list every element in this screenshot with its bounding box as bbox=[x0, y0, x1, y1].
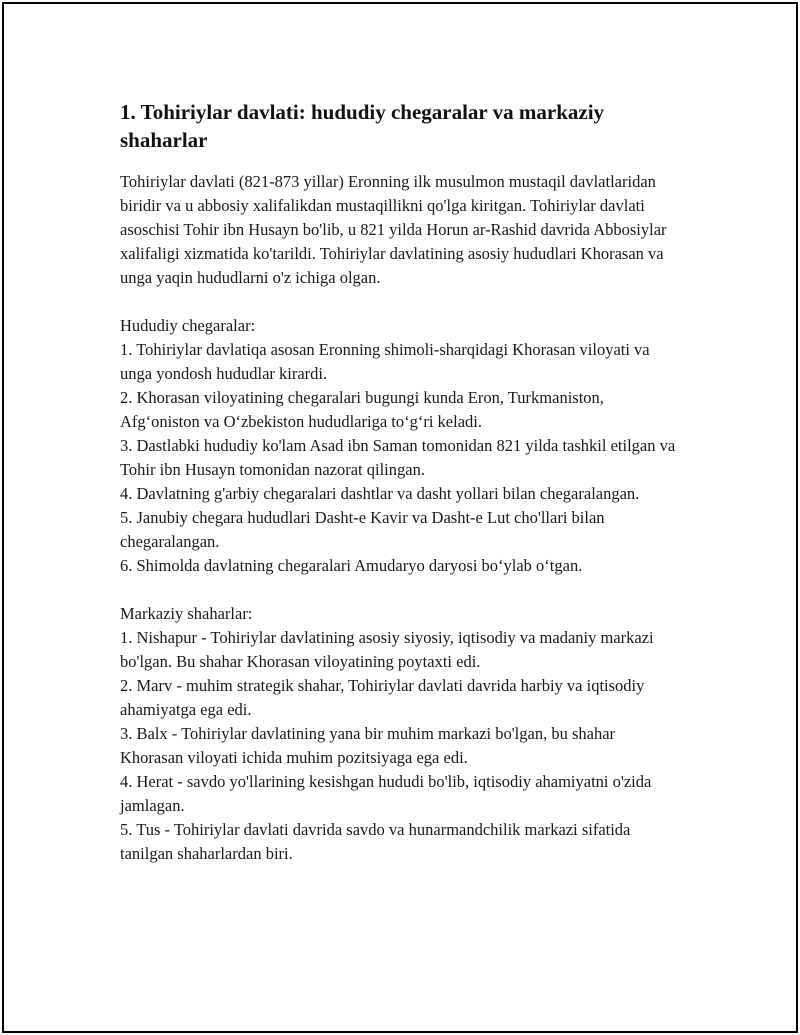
list-item: 2. Khorasan viloyatining chegaralari bugungi kunda Eron, Turkmaniston, Afg‘oniston va O‘zbekiston hududlariga to‘g‘ri keladi. bbox=[120, 388, 604, 431]
list-item: 3. Dastlabki hududiy ko'lam Asad ibn Saman tomonidan 821 yilda tashkil etilgan va Tohir ibn Husayn tomonidan nazorat qilingan. bbox=[120, 436, 676, 479]
borders-heading: Hududiy chegaralar: bbox=[120, 316, 256, 335]
cities-section bbox=[120, 602, 680, 866]
document-title: 1. Tohiriylar davlati: hududiy chegaralar va markaziy shaharlar bbox=[120, 100, 605, 152]
list-item: 1. Tohiriylar davlatiqa asosan Eronning shimoli-sharqidagi Khorasan viloyati va unga yondosh hududlar kirardi. bbox=[120, 340, 650, 383]
list-item: 4. Herat - savdo yo'llarining kesishgan hududi bo'lib, iqtisodiy ahamiyatni o'zida jamlagan. bbox=[120, 772, 652, 815]
borders-section bbox=[120, 314, 680, 578]
section-spacer bbox=[120, 290, 680, 314]
page-frame bbox=[2, 2, 798, 1033]
list-item: 5. Janubiy chegara hududlari Dasht-e Kavir va Dasht-e Lut cho'llari bilan chegaralangan. bbox=[120, 508, 605, 551]
list-item: 6. Shimolda davlatning chegaralari Amudaryo daryosi bo‘ylab o‘tgan. bbox=[120, 556, 583, 575]
list-item: 5. Tus - Tohiriylar davlati davrida savdo va hunarmandchilik markazi sifatida tanilgan shaharlardan biri. bbox=[120, 820, 631, 863]
list-item: 3. Balx - Tohiriylar davlatining yana bir muhim markazi bo'lgan, bu shahar Khorasan viloyati ichida muhim pozitsiyaga ega edi. bbox=[120, 724, 616, 767]
intro-paragraph: Tohiriylar davlati (821-873 yillar) Eronning ilk musulmon mustaqil davlatlaridan biridir va u abbosiy xalifalikdan mustaqillikni qo'lga kiritgan. Tohiriylar davlati asoschisi Tohir ibn Husayn bo'lib, u 821 yilda Horun ar-Rashid davrida Abbosiylar xalifaligi xizmatida ko'tarildi. Tohiriylar davlatining asosiy hududlari Khorasan va unga yaqin hududlarni o'z ichiga olgan. bbox=[120, 172, 667, 287]
section-spacer bbox=[120, 578, 680, 602]
list-item: 1. Nishapur - Tohiriylar davlatining asosiy siyosiy, iqtisodiy va madaniy markazi bo'lgan. Bu shahar Khorasan viloyatining poytaxti edi. bbox=[120, 628, 654, 671]
list-item: 2. Marv - muhim strategik shahar, Tohiriylar davlati davrida harbiy va iqtisodiy ahamiyatga ega edi. bbox=[120, 676, 645, 719]
list-item: 4. Davlatning g'arbiy chegaralari dashtlar va dasht yollari bilan chegaralangan. bbox=[120, 484, 640, 503]
document-body bbox=[120, 98, 680, 866]
cities-heading: Markaziy shaharlar: bbox=[120, 604, 253, 623]
